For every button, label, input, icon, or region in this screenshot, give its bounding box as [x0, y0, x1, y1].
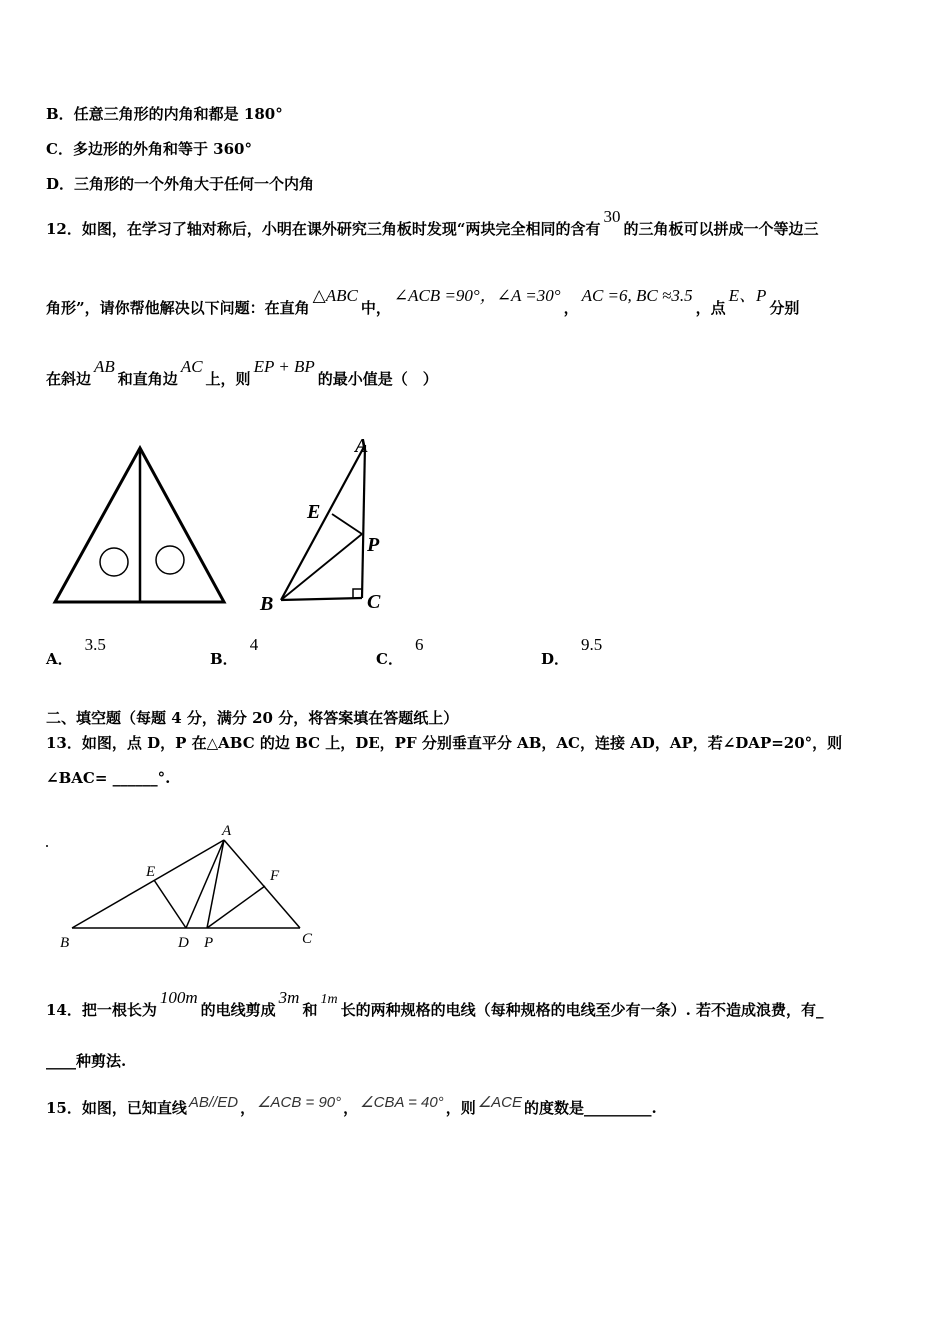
label-f: F [270, 868, 280, 884]
label-p: P [204, 935, 214, 951]
label-b: B [60, 935, 70, 951]
label-a: A [355, 435, 369, 457]
section-2-heading: 二、填空题（每题 4 分，满分 20 分，将答案填在答题纸上） [46, 709, 459, 727]
q13-line-2: ∠BAC= ______°. [46, 769, 171, 787]
q14-1m: 1m [320, 992, 338, 1007]
q15-line-1: 15．如图，已知直线 AB//ED ， ∠ACB = 90° ， ∠CBA = 40° ，则 ∠ACE 的度数是_________. [46, 1094, 657, 1117]
label-b: B [260, 593, 274, 615]
q12-figure-equilateral [50, 440, 230, 610]
q14-line-2: ____种剪法. [46, 1052, 127, 1070]
q15-angle-acb: ∠ACB = 90° [257, 1094, 342, 1111]
right-angle-mark [353, 589, 362, 598]
q12-angle-30: 30 [603, 207, 621, 226]
q12-option-c: C．6 [376, 635, 424, 668]
right-ruler-hole [156, 546, 184, 574]
label-e: E [146, 864, 156, 880]
label-c: C [367, 591, 381, 613]
q13-figure-triangle [42, 818, 332, 953]
left-ruler-hole [100, 548, 128, 576]
q14-line-1: 14．把一根长为100m的电线剪成3m和1m长的两种规格的电线（每种规格的电线至少有一条）. 若不造成浪费，有_ [46, 988, 824, 1019]
label-e: E [307, 501, 321, 523]
q12-line-2: 角形”，请你帮他解决以下问题：在直角△ABC中，∠ACB =90°，∠A =30°，AC =6, BC ≈3.5，点E、P分别 [46, 286, 800, 317]
q12-figure-right-triangle [255, 430, 395, 620]
q12-points-ep: E、P [728, 286, 767, 305]
q12-triangle-abc: △ABC [312, 286, 358, 305]
q12-ab: AB [94, 357, 115, 376]
label-d: D [178, 935, 189, 951]
q12-line-3: 在斜边AB和直角边AC上，则EP + BP的最小值是（ ） [46, 357, 438, 388]
q12-option-d: D．9.5 [541, 635, 603, 668]
stray-dot [46, 845, 48, 847]
q12-option-b: B．4 [210, 635, 259, 668]
label-p: P [367, 534, 380, 556]
q12-ep-bp: EP + BP [253, 357, 315, 376]
q14-100m: 100m [159, 988, 198, 1007]
q12-option-a: A．3.5 [46, 635, 106, 668]
q15-angle-ace: ∠ACE [477, 1094, 522, 1111]
label-c: C [302, 931, 313, 947]
q12-angles: ∠ACB =90°，∠A =30° [393, 286, 561, 305]
q11-option-b: B．任意三角形的内角和都是 180° [46, 105, 283, 123]
q11-option-d: D．三角形的一个外角大于任何一个内角 [46, 175, 315, 193]
q15-angle-cba: ∠CBA = 40° [360, 1094, 444, 1111]
label-a: A [222, 823, 232, 839]
q12-sides: AC =6, BC ≈3.5 [581, 286, 693, 305]
q12-line-1: 12．如图，在学习了轴对称后，小明在课外研究三角板时发现“两块完全相同的含有30的三角板可以拼成一个等边三 [46, 207, 819, 238]
q12-ac: AC [180, 357, 203, 376]
q15-parallel: AB//ED [188, 1094, 239, 1111]
q11-option-c: C．多边形的外角和等于 360° [46, 140, 252, 158]
q14-3m: 3m [278, 988, 300, 1007]
q13-line-1: 13．如图，点 D，P 在△ABC 的边 BC 上，DE，PF 分别垂直平分 AB，AC，连接 AD，AP，若∠DAP=20°，则 [46, 734, 843, 752]
